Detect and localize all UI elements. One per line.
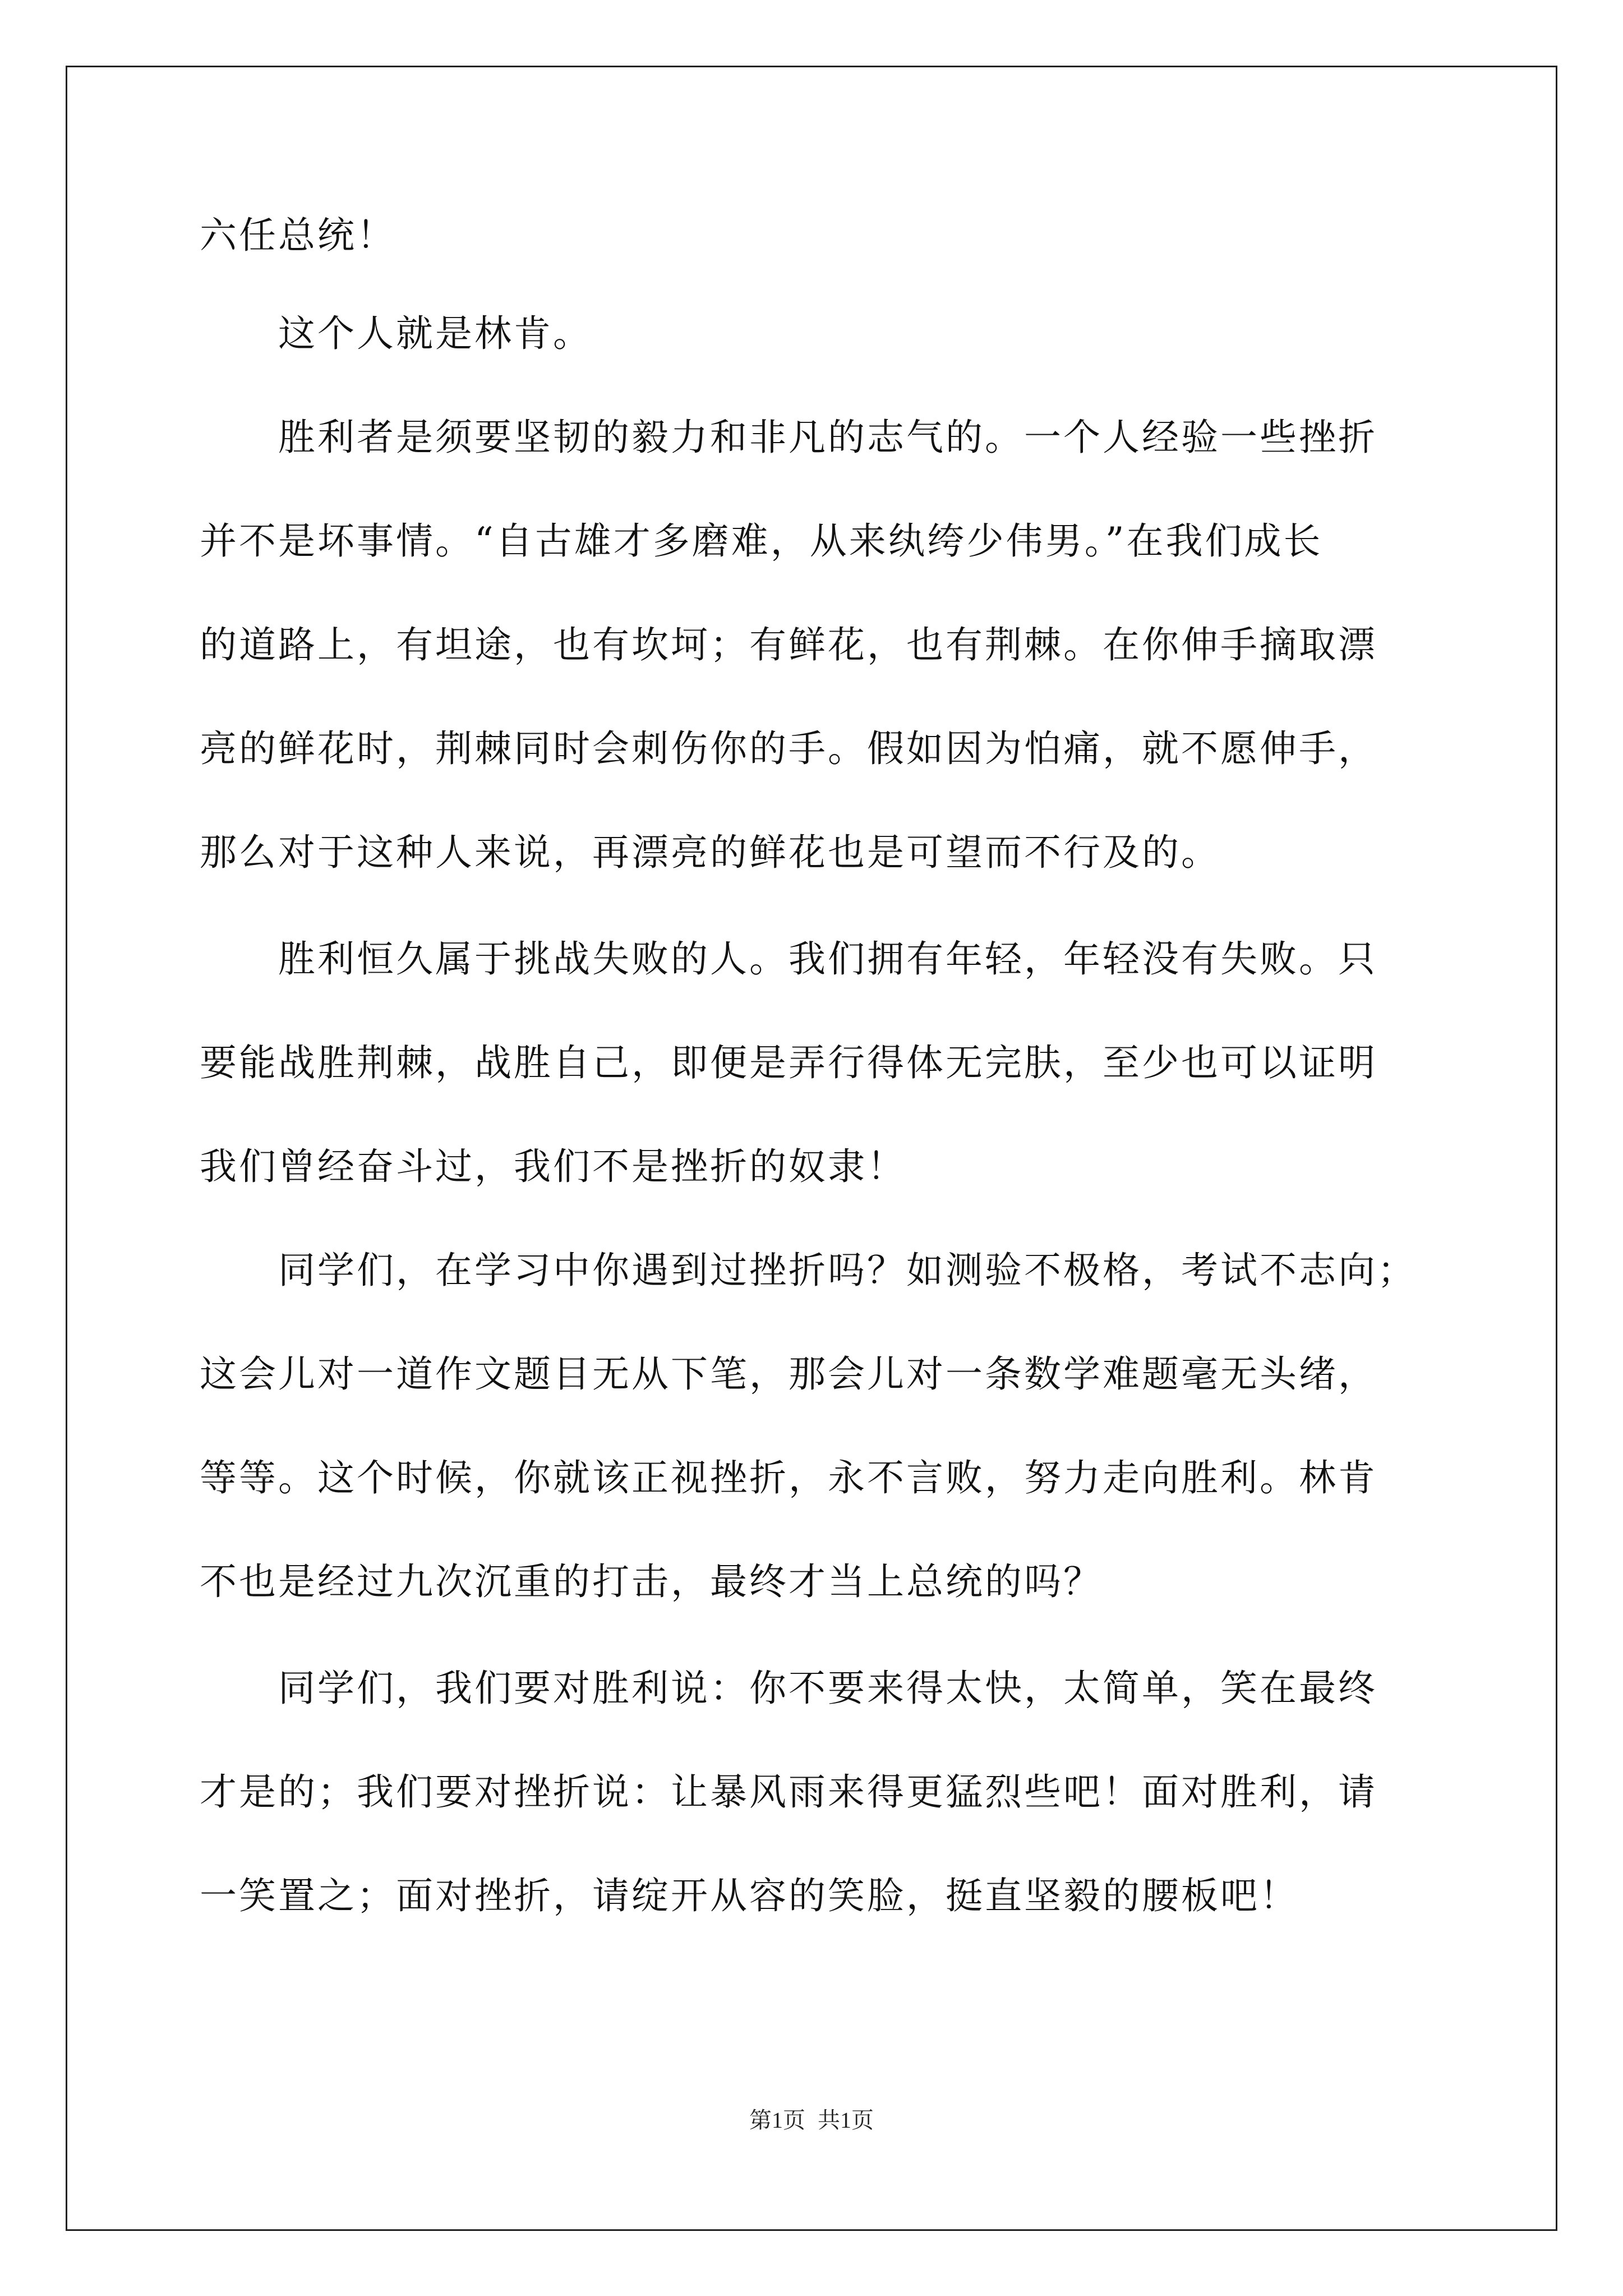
text-line: 胜利恒久属于挑战失败的人。我们拥有年轻，年轻没有失败。只 — [200, 937, 1377, 981]
text-line: 要能战胜荆棘，战胜自己，即便是弄行得体无完肤，至少也可以证明 — [200, 1041, 1377, 1084]
text-line: 才是的；我们要对挫折说：让暴风雨来得更猛烈些吧！面对胜利，请 — [200, 1770, 1377, 1814]
text-line: 我们曾经奋斗过，我们不是挫折的奴隶！ — [200, 1145, 906, 1188]
text-line: 不也是经过九次沉重的打击，最终才当上总统的吗？ — [200, 1560, 1103, 1603]
text-line: 等等。这个时候，你就该正视挫折，永不言败，努力走向胜利。林肯 — [200, 1456, 1377, 1499]
text-line: 一笑置之；面对挫折，请绽开从容的笑脸，挺直坚毅的腰板吧！ — [200, 1874, 1299, 1917]
text-line: 这会儿对一道作文题目无从下笔，那会儿对一条数学难题毫无头绪， — [200, 1352, 1377, 1396]
page-number: 第1页 — [749, 2108, 805, 2133]
text-line: 同学们，我们要对胜利说：你不要来得太快，太简单，笑在最终 — [200, 1667, 1377, 1710]
text-line: 并不是坏事情。“自古雄才多磨难，从来纨绔少伟男。”在我们成长 — [200, 519, 1323, 563]
text-line: 胜利者是须要坚韧的毅力和非凡的志气的。一个人经验一些挫折 — [200, 416, 1377, 459]
text-line: 六任总统！ — [200, 214, 396, 257]
text-line: 那么对于这种人来说，再漂亮的鲜花也是可望而不行及的。 — [200, 831, 1220, 874]
page-total: 共1页 — [818, 2108, 874, 2133]
text-line: 这个人就是林肯。 — [200, 312, 592, 355]
text-line: 亮的鲜花时，荆棘同时会刺伤你的手。假如因为怕痛，就不愿伸手， — [200, 727, 1377, 770]
page-footer — [0, 2106, 1623, 2134]
text-line: 的道路上，有坦途，也有坎坷；有鲜花，也有荆棘。在你伸手摘取漂 — [200, 623, 1377, 666]
text-line: 同学们，在学习中你遇到过挫折吗？如测验不极格，考试不志向； — [200, 1249, 1417, 1292]
